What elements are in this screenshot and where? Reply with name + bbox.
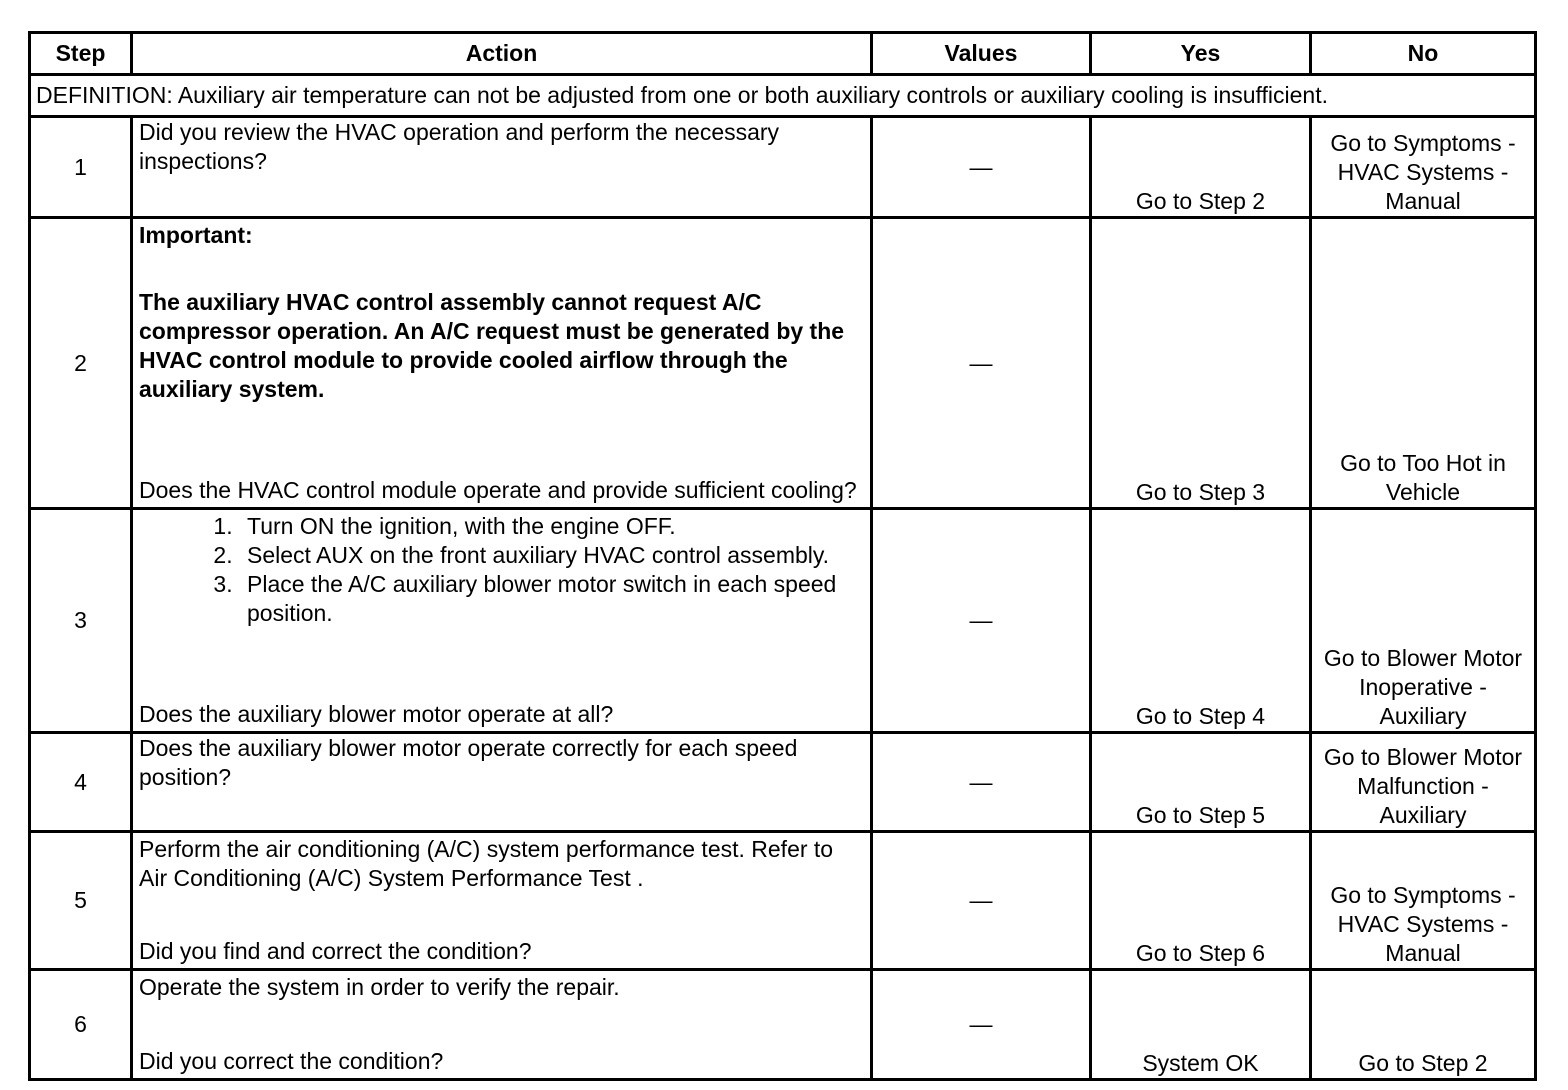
substep-item: 1. Turn ON the ignition, with the engine OFF. <box>239 512 864 541</box>
header-step: Step <box>31 34 133 76</box>
definition-text: DEFINITION: Auxiliary air temperature can not be adjusted from one or both auxiliary controls or auxiliary cooling is insufficient. <box>31 76 1534 118</box>
step-number: 1 <box>31 118 133 219</box>
values-cell: — <box>873 971 1092 1078</box>
table-row <box>31 219 1534 510</box>
action-instruction: Operate the system in order to verify the repair. <box>139 974 620 1000</box>
header-values: Values <box>873 34 1092 76</box>
action-instruction: Perform the air conditioning (A/C) system performance test. Refer to Air Conditioning (A/C) System Performance Test . <box>139 836 834 891</box>
yes-link[interactable]: Go to Step 5 <box>1092 734 1312 833</box>
action-question: Does the HVAC control module operate and provide sufficient cooling? <box>139 477 857 503</box>
no-link[interactable]: Go to Symptoms - HVAC Systems - Manual <box>1312 118 1534 219</box>
step-number: 2 <box>31 219 133 510</box>
header-row <box>31 34 1534 76</box>
no-link[interactable]: Go to Symptoms - HVAC Systems - Manual <box>1312 833 1534 971</box>
action-question: Does the auxiliary blower motor operate at all? <box>139 701 614 727</box>
table-row <box>31 510 1534 734</box>
action-text <box>133 734 873 833</box>
substep-list <box>139 512 864 628</box>
header-no: No <box>1312 34 1534 76</box>
step-number: 4 <box>31 734 133 833</box>
table-row <box>31 734 1534 833</box>
important-label: Important: <box>139 222 253 248</box>
action-text <box>133 118 873 219</box>
substep-item: 3. Place the A/C auxiliary blower motor switch in each speed position. <box>239 570 864 628</box>
no-link[interactable]: Go to Blower Motor Malfunction - Auxiliary <box>1312 734 1534 833</box>
no-link[interactable]: Go to Step 2 <box>1358 1050 1488 1076</box>
values-cell: — <box>873 734 1092 833</box>
values-cell: — <box>873 510 1092 734</box>
diagnostic-table <box>28 31 1537 1081</box>
action-text <box>133 833 873 971</box>
action-text <box>133 219 873 510</box>
table-row <box>31 118 1534 219</box>
yes-link[interactable]: Go to Step 4 <box>1092 510 1312 734</box>
important-note: The auxiliary HVAC control assembly cannot request A/C compressor operation. An A/C request must be generated by the HVAC control module to provide cooled airflow through the auxiliary system. <box>139 289 845 402</box>
header-yes: Yes <box>1092 34 1312 76</box>
definition-row <box>31 76 1534 118</box>
action-text <box>133 971 873 1078</box>
yes-link[interactable]: System OK <box>1092 971 1312 1078</box>
table-row <box>31 833 1534 971</box>
no-link[interactable]: Go to Blower Motor Inoperative - Auxiliary <box>1312 510 1534 734</box>
action-question: Does the auxiliary blower motor operate correctly for each speed position? <box>139 735 798 790</box>
step-number: 6 <box>31 971 133 1078</box>
step-number: 3 <box>31 510 133 734</box>
values-cell: — <box>873 219 1092 510</box>
values-cell: — <box>873 118 1092 219</box>
substep-item: 2. Select AUX on the front auxiliary HVAC control assembly. <box>239 541 864 570</box>
yes-link[interactable]: Go to Step 6 <box>1092 833 1312 971</box>
action-question: Did you correct the condition? <box>139 1048 444 1074</box>
action-question: Did you find and correct the condition? <box>139 938 532 964</box>
no-link[interactable]: Go to Too Hot in Vehicle <box>1312 219 1534 510</box>
values-cell: — <box>873 833 1092 971</box>
header-action: Action <box>133 34 873 76</box>
action-text <box>133 510 873 734</box>
table-row <box>31 971 1534 1078</box>
yes-link[interactable]: Go to Step 3 <box>1092 219 1312 510</box>
yes-link[interactable]: Go to Step 2 <box>1092 118 1312 219</box>
action-question: Did you review the HVAC operation and perform the necessary inspections? <box>139 119 780 174</box>
step-number: 5 <box>31 833 133 971</box>
